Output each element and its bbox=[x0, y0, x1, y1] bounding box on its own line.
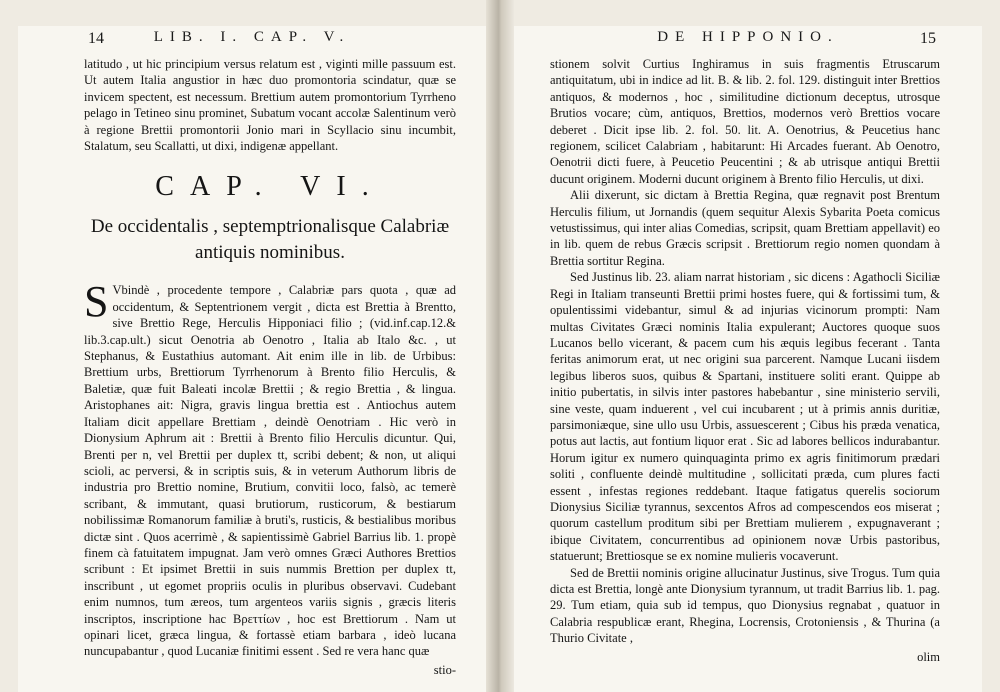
left-running-title: LIB. I. CAP. V. bbox=[153, 29, 351, 45]
right-text-block bbox=[550, 56, 940, 665]
left-body-text: Vbindè , procedente tempore , Calabriæ pars quota , quæ ad occidentum, & Septentrionem vergit , dicta est Brettia à Brentto, sive Brettio Rege, Herculis Hipponiaci filio ; (vid.inf.cap.12.& lib.3.cap.ult.) sicut Oenotria ab Oenotro , Italia ab Italo &c. , ut Stephanus, & Eustathius automant. Ait enim ille in lib. de Urbibus: Brettium urbs, Brettiorum Tyrrhenorum à Brento filio Herculis, & Baletiæ, quæ fuit Baleati incolæ Brettii ; & regio Brettia , & lingua. Aristophanes ait: Nigra, gravis lingua brettia est . Antiochus autem Italiam dicit appellare Brettiam , deindè Oenotriam . Hic verò in Dionysium Aphrum ait : Brettii à Brento filio Herculis dicuntur. Qui, Brenti per n, vel Brettii per duplex tt, scribi debent; & non, ut aliqui scioli, ac perversi, & in scriptis suis, & in veterum Authorum libris de industria pro Brettio nomine, Brutium, convitii loco, falsò, ac temerè scribant, & immutant, quasi brutiorum, rusticorum, & bestiarum nobilissimæ Romanorum familiæ à bruti's, rusticis, & bestialibus moribus dictæ sint . Quos acerrimè , & sapientissimè Gabriel Barrius lib. 1. propè finem cà fatuitatem impugnat. Jam verò omnes Græci Authores Brettios scribunt : Et ipsimet Brettii in suis nummis Brettion per duplex tt, inscribunt , ut egomet propriis oculis in pluribus observavi. Cudebant enim numnos, tum æreos, tum argenteos variis signis , græcis literis inscriptos, inscriptione hac Βρεττίων , hoc est Brettiorum . Nam ut opinari licet, græca lingua, & fortassè etiam barbara , ideò lucana nuncupabantur , quod Lucaniæ finitimi essent . Sed re vera hanc quæ bbox=[84, 283, 456, 659]
left-page bbox=[18, 26, 486, 692]
left-page-number: 14 bbox=[88, 30, 104, 47]
right-opening-paragraph: stionem solvit Curtius Inghiramus in suis fragmentis Etruscarum antiquitatum, ubi in indice ad lit. B. & lib. 2. fol. 129. distinguit inter Brettios antiquos, & modernos , hoc , similitudine dictionum deceptus, utrosque Brutios vocare; cùm, antiquos, Brettios, modernos verò Brettios vocare deberet . Dicit ipse lib. 2. fol. 50. lit. A. Oenotrius, & Peucetius hanc regionem, scilicet Calabriam , habitarunt: Hi Arcades fuerant. Ab Oenotro, Oenotrii dicti fuere, à Peucetio Peucentini ; & ab utrisque antiqui Brettii ducunt originem. Moderni ducunt originem à Brento filio Herculis, ut dixi. bbox=[550, 57, 940, 186]
left-running-head bbox=[18, 26, 486, 52]
left-body-paragraph bbox=[84, 277, 456, 659]
right-page bbox=[514, 26, 982, 692]
book-gutter bbox=[486, 0, 514, 692]
right-paragraph-2: Alii dixerunt, sic dictam à Brettia Regina, quæ regnavit post Brentum Herculis filium, ut Jornandis (quem sequitur Alexis Sybarita Poeta comicus vetustissimus, qui inter alias Comedias, scripsit, quam Brettiam appellavit) eo in lib. quem de rebus Græcis scripsit . Brettiorum regio nomen quondam à Brettia sortitur Regina. bbox=[550, 188, 940, 268]
right-running-head bbox=[514, 26, 982, 52]
left-opening-paragraph: latitudo , ut hic principium versus relatum est , viginti mille passuum est. Ut autem Italia angustior in hæc duo promontoria scindatur, quæ se invicem spectent, est necessum. Brettium autem promontorium Tyrrheno pelago in Tetineo sinu prominet, Subatum vocant accolæ Salentinum verò à regione Brettii promontorii Jonio mari in Scyllacio sinu incumbit, Stalatum, seu Scallatti, ut dixi, indigenæ appellant. bbox=[84, 57, 456, 154]
section-heading: De occidentalis , septemptrionalisque Calabriæ antiquis nominibus. bbox=[90, 216, 450, 264]
right-running-title: DE HIPPONIO. bbox=[657, 29, 839, 45]
chapter-title: CAP. VI. bbox=[155, 171, 385, 203]
right-paragraph-4: Sed de Brettii nominis origine allucinatur Justinus, sive Trogus. Tum quia dicta est Brettia, longè ante Dionysium tyrannum, ut tradit Barrius lib. 1. pag. 29. Tum etiam, quia sub id tempus, quo Dionysius regnabat , quatuor in Calabria respublicæ erant, Rhegina, Locrensis, Crotoniensis , & Thurina (a Thurio Civitate , bbox=[550, 565, 940, 646]
drop-cap: S bbox=[84, 277, 109, 327]
left-catchword: stio- bbox=[433, 662, 456, 677]
right-paragraph-3: Sed Justinus lib. 23. aliam narrat historiam , sic dicens : Agathocli Siciliæ Regi in Italiam transeunti Brettii primi hostes fuere, qui & fortissimi tum, & opulentissimi videbantur, simul & ad injurias vicinorum prompti: Nam multas Civitates Græci nominis Italia expulerant; Auctores quoque suos Lucanos bello vicerant, & pacem cum his æquis legibus fecerant . Tanta feritas animorum erat, ut nec origini sua parcerent. Namque Lucani iisdem legibus liberos suos, quibus & Spartani, instituere soliti erant. Quippe ab initio pubertatis, in silvis inter pastores habebantur , sine ministerio servili, sine veste, quam induerent , vel cui incubarent ; ut à primis annis duritiæ, parsimoniæque, sine ullo usu Urbis, assuescerent ; Cibus his præda venatica, potus aut lactis, aut fontium liquor erat . Sic ad labores bellicos indurabantur. Horum igitur ex numero quinquaginta primo ex agris finitimorum prædari soliti , confluente deindè multitudine , sollicitati præda, cum plures facti essent , infestas regiones reddebant. Itaque fatigatus querelis sociorum Dionysius Siciliæ tyrannus, sexcentos Afros ad compescendos eos miserat ; quorum castellum proditum sibi per Brettiam mulierem , expugnaverant ; ibique Civitatem, concurrentibus ad opinionem novæ Urbis pastoribus, statuerunt; Brettiosque se ex nomine mulieris vocaverunt. bbox=[550, 270, 940, 564]
right-catchword: olim bbox=[917, 649, 940, 664]
right-page-number: 15 bbox=[920, 30, 936, 47]
left-text-block bbox=[84, 56, 456, 678]
